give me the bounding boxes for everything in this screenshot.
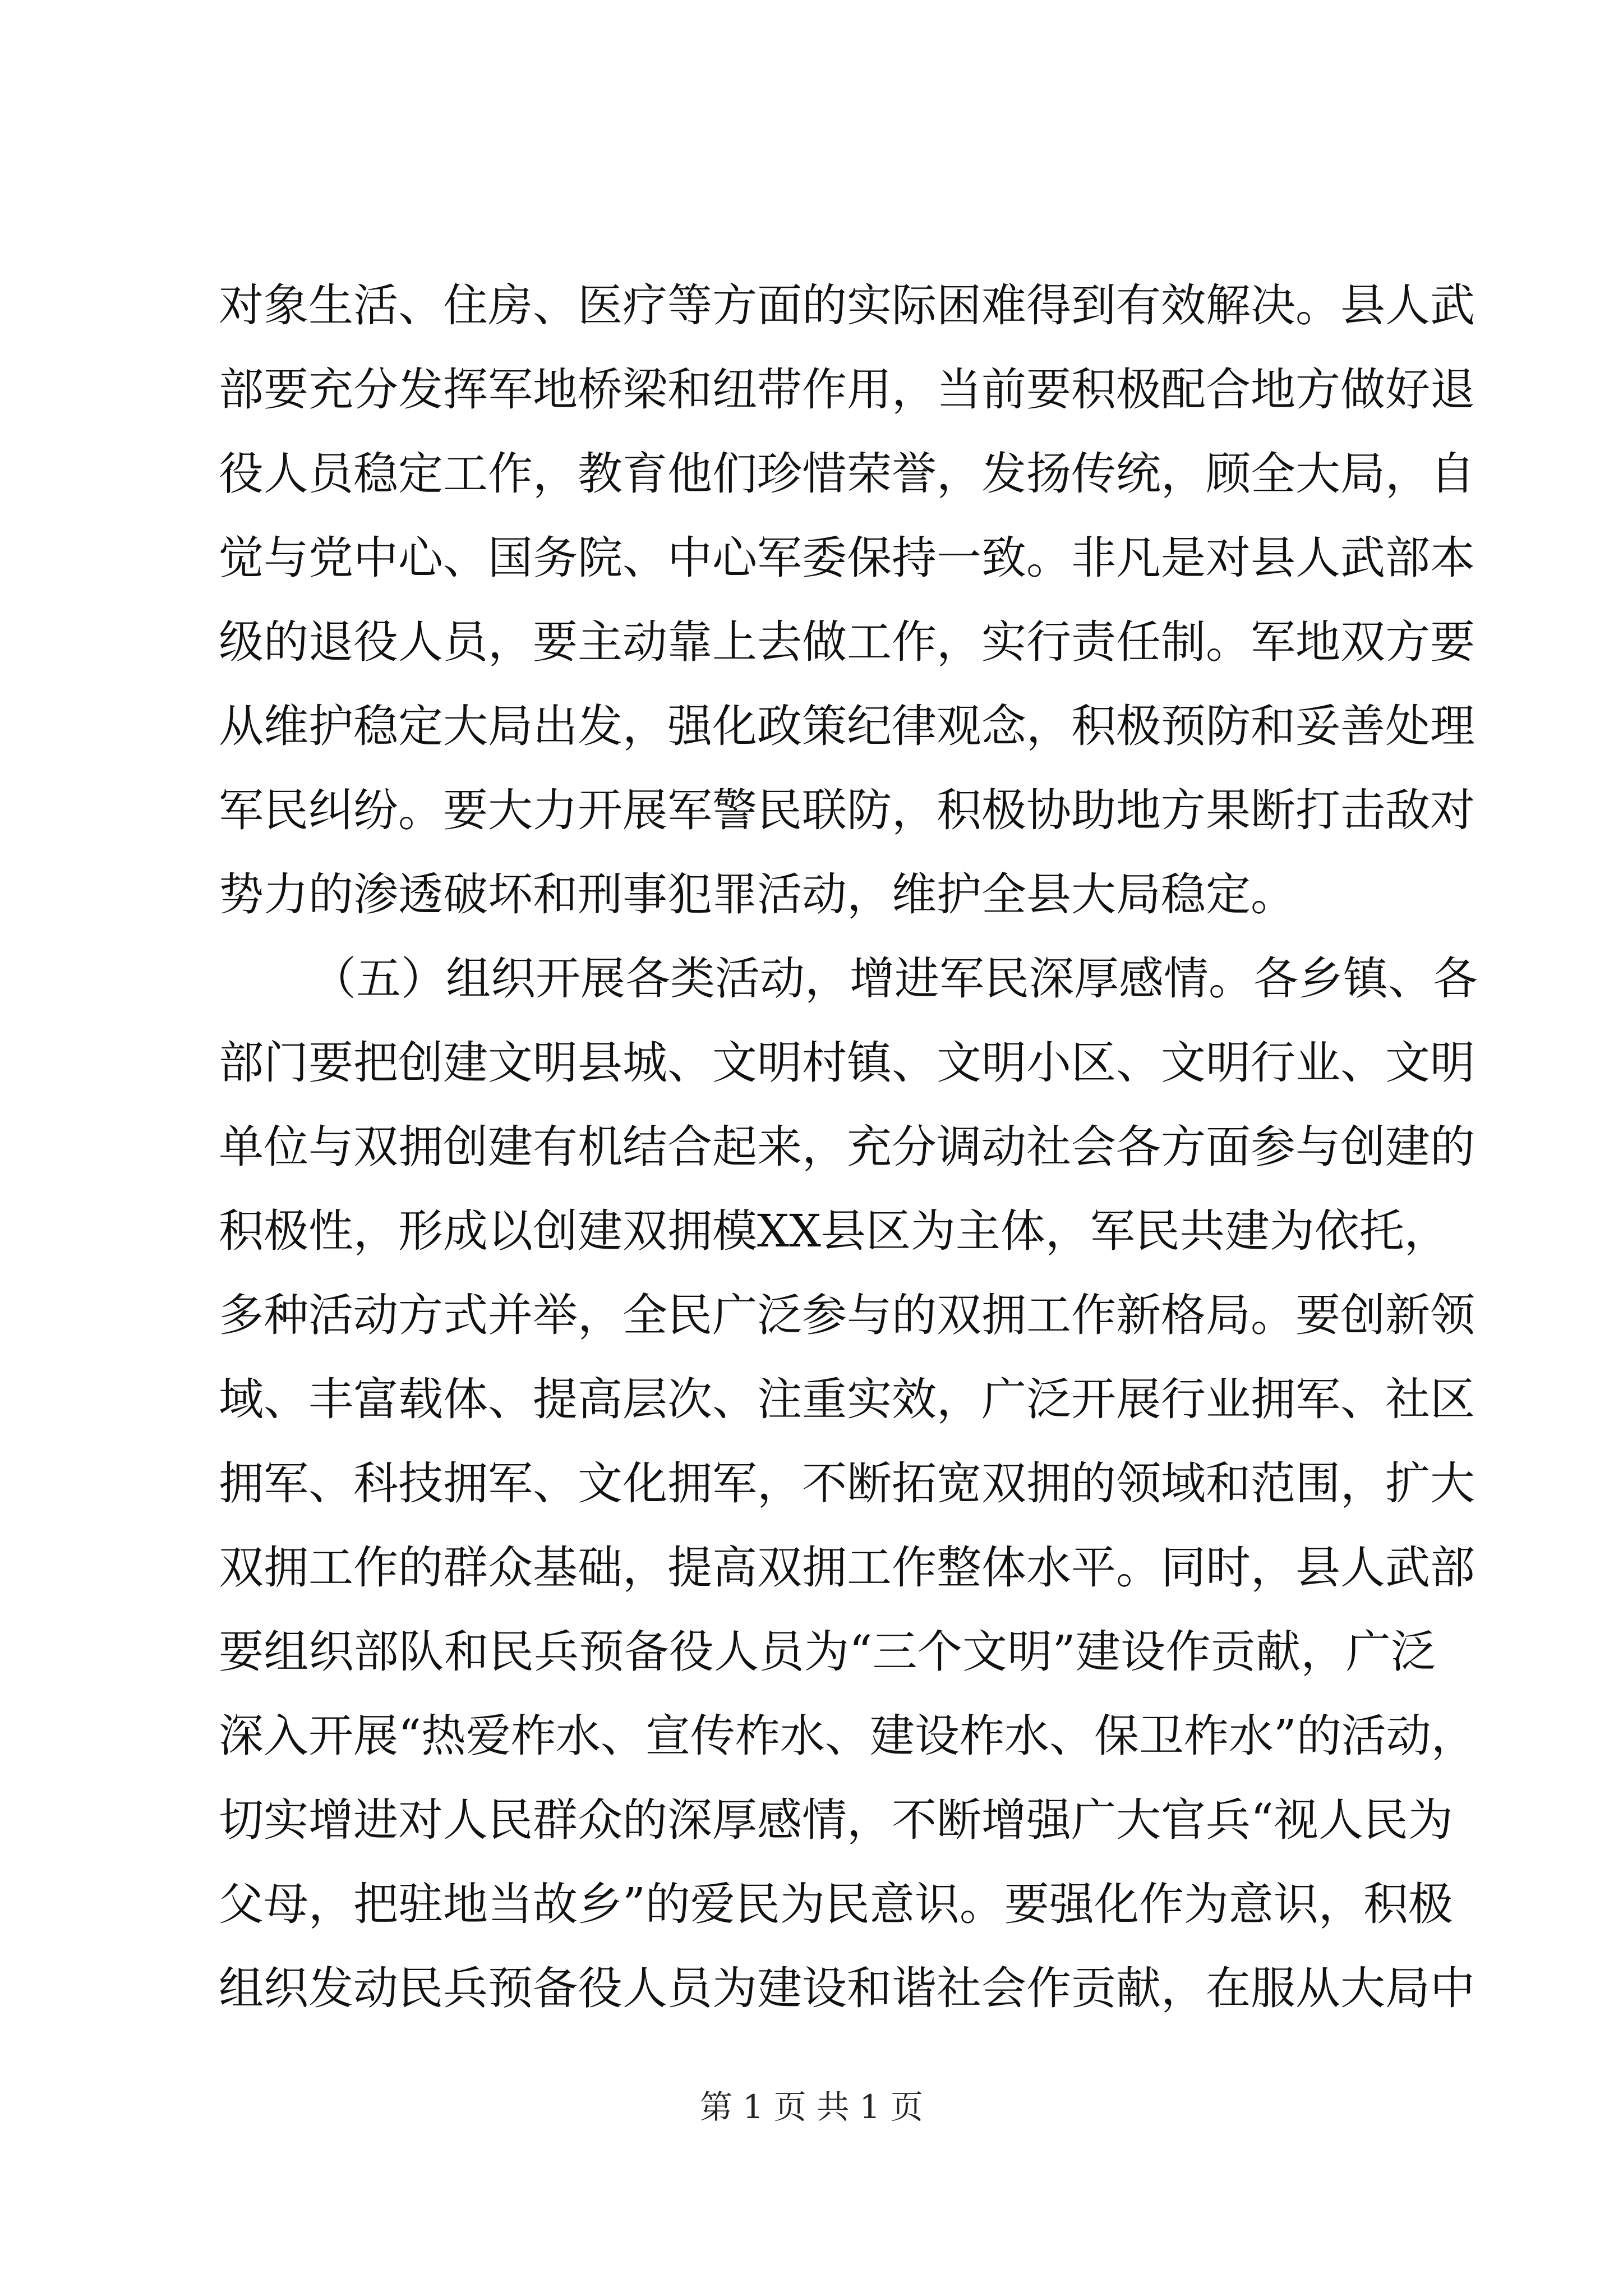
text-line: 役人员稳定工作，教育他们珍惜荣誉，发扬传统，顾全大局，自 [219,448,1475,500]
text-line: 部门要把创建文明县城、文明村镇、文明小区、文明行业、文明 [219,1037,1475,1089]
text-line: 对象生活、住房、医疗等方面的实际困难得到有效解决。县人武 [219,279,1475,332]
text-line: 深入开展“热爱柞水、宣传柞水、建设柞水、保卫柞水”的活动， [219,1710,1476,1762]
text-line: 部要充分发挥军地桥梁和纽带作用，当前要积极配合地方做好退 [219,364,1475,416]
text-line: 要组织部队和民兵预备役人员为“三个文明”建设作贡献，广泛 [219,1626,1436,1678]
text-line: 单位与双拥创建有机结合起来，充分调动社会各方面参与创建的 [219,1121,1475,1173]
text-line: 切实增进对人民群众的深厚感情，不断增强广大官兵“视人民为 [219,1794,1453,1846]
page-footer: 第 1 页 共 1 页 [700,2088,923,2126]
paragraph-heading-line: （五）组织开展各类活动，增进军民深厚感情。各乡镇、各 [311,953,1478,1005]
text-line: 积极性，形成以创建双拥模XX县区为主体，军民共建为依托， [219,1205,1449,1257]
text-line: 拥军、科技拥军、文化拥军，不断拓宽双拥的领域和范围，扩大 [219,1457,1475,1510]
text-line: 父母，把驻地当故乡”的爱民为民意识。要强化作为意识，积极 [219,1878,1453,1930]
text-line: 域、丰富载体、提高层次、注重实效，广泛开展行业拥军、社区 [219,1373,1475,1425]
text-line: 军民纠纷。要大力开展军警民联防，积极协助地方果断打击敌对 [219,784,1475,836]
text-line: 从维护稳定大局出发，强化政策纪律观念，积极预防和妥善处理 [219,700,1475,752]
text-line: 觉与党中心、国务院、中心军委保持一致。非凡是对县人武部本 [219,532,1475,584]
text-line: 组织发动民兵预备役人员为建设和谐社会作贡献，在服从大局中 [219,1962,1475,2014]
text-line: 势力的渗透破坏和刑事犯罪活动，维护全县大局稳定。 [219,868,1295,921]
text-line: 级的退役人员，要主动靠上去做工作，实行责任制。军地双方要 [219,616,1475,668]
text-line: 多种活动方式并举，全民广泛参与的双拥工作新格局。要创新领 [219,1289,1475,1341]
text-line: 双拥工作的群众基础，提高双拥工作整体水平。同时，县人武部 [219,1542,1475,1594]
